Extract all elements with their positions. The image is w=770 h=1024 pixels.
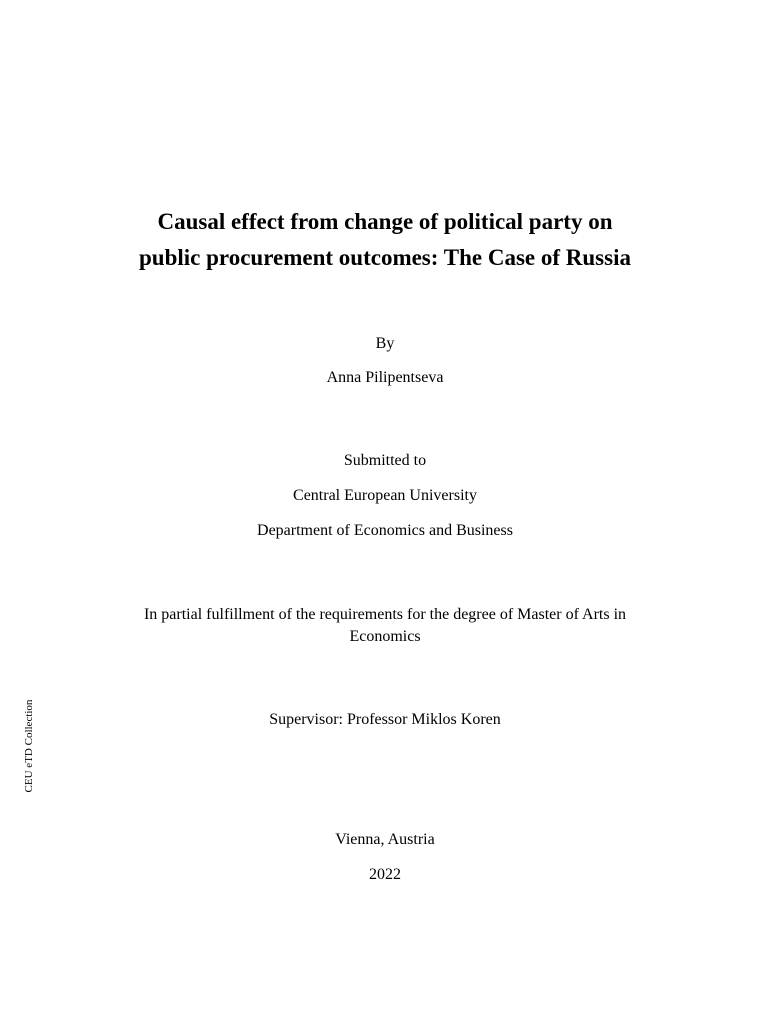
place-line: Vienna, Austria xyxy=(335,831,435,848)
supervisor-line: Supervisor: Professor Miklos Koren xyxy=(269,711,501,728)
thesis-title-line-2: public procurement outcomes: The Case of Russia xyxy=(139,245,631,270)
ceu-etd-collection-stamp: CEU eTD Collection xyxy=(23,699,35,793)
year-line: 2022 xyxy=(369,866,401,883)
thesis-title xyxy=(0,204,770,276)
department-name: Department of Economics and Business xyxy=(257,522,513,539)
author-name: Anna Pilipentseva xyxy=(326,369,444,386)
degree-fulfillment-statement xyxy=(100,604,670,648)
fulfillment-line-2: Economics xyxy=(349,628,421,645)
thesis-title-line-1: Causal effect from change of political party on xyxy=(157,209,613,234)
fulfillment-line-1: In partial fulfillment of the requirements for the degree of Master of Arts in xyxy=(143,606,627,623)
submitted-to-label: Submitted to xyxy=(343,452,427,469)
university-name: Central European University xyxy=(293,487,477,504)
by-label: By xyxy=(375,335,395,352)
